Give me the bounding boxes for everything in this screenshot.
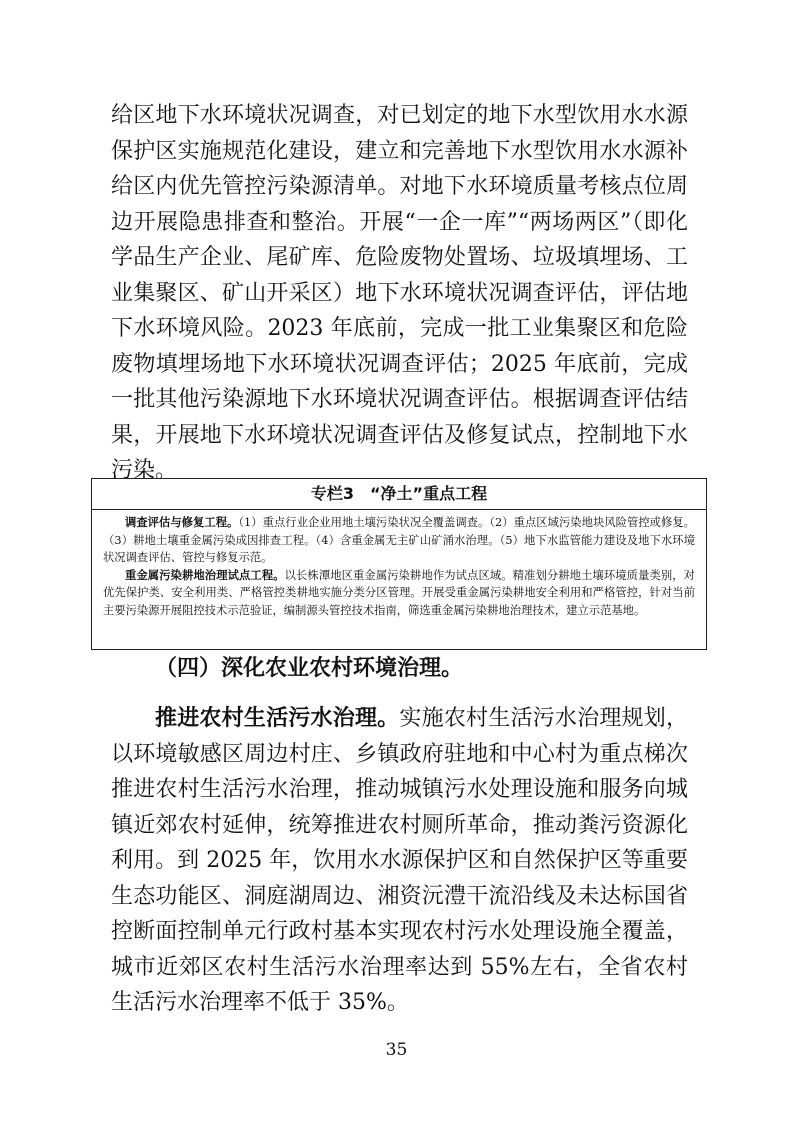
box-item-text: 以长株潭地区重金属污染耕地作为试点区域。精准划分耕地土壤环境质量类别，对优先保护类、安全利用类、严格管控类耕地实施分类分区管理。开展受重金属污染耕地安全利用和严格管控，针对当前主要污染源开展阻控技术示范验证，编制源头管控技术指南，筛选重金属污染耕地治理技术，建立示范基地。 <box>103 568 695 617</box>
box-item-text: （1）重点行业企业用地土壤污染状况全覆盖调查。（2）重点区域污染地块风险管控或修复。（3）耕地土壤重金属污染成因排查工程。（4）含重金属无主矿山矿涌水治理。（5）地下水监管能力建设及地下水环境状况调查评估、管控与修复示范。 <box>103 516 695 565</box>
box-item-heavy-metal <box>103 567 695 620</box>
box-title: 专栏3 “净土”重点工程 <box>92 479 706 510</box>
paragraph-keyword: 推进农村生活污水治理。 <box>155 705 400 731</box>
page-number: 35 <box>385 1040 408 1060</box>
box-item-keyword: 重金属污染耕地治理试点工程。 <box>125 567 285 582</box>
body-paragraph: 给区地下水环境状况调查，对已划定的地下水型饮用水水源保护区实施规范化建设，建立和完善地下水型饮用水水源补给区内优先管控污染源清单。对地下水环境质量考核点位周边开展隐患排查和整治。开展“一企一库”“两场两区”（即化学品生产企业、尾矿库、危险废物处置场、垃圾填埋场、工业集聚区、矿山开采区）地下水环境状况调查评估，评估地下水环境风险。2023 年底前，完成一批工业集聚区和危险废物填埋场地下水环境状况调查评估；2025 年底前，完成一批其他污染源地下水环境状况调查评估。根据调查评估结果，开展地下水环境状况调查评估及修复试点，控制地下水污染。 <box>111 103 688 483</box>
special-column-box <box>91 478 707 650</box>
box-item-keyword: 调查评估与修复工程。 <box>125 515 239 529</box>
paragraph-text: 实施农村生活污水治理规划，以环境敏感区周边村庄、乡镇政府驻地和中心村为重点梯次推进农村生活污水治理，推动城镇污水处理设施和服务向城镇近郊农村延伸，统筹推进农村厕所革命，推动粪污资源化利用。到 2025 年，饮用水水源保护区和自然保护区等重要生态功能区、洞庭湖周边、湘资沅澧干流沿线及未达标国省控断面控制单元行政村基本实现农村污水处理设施全覆盖，城市近郊区农村生活污水治理率达到 55%左右，全省农村生活污水治理率不低于 35%。 <box>111 706 688 1015</box>
box-item-investigation <box>103 514 695 567</box>
body-paragraph-rural-sewage <box>111 701 688 1021</box>
box-body <box>92 510 706 620</box>
section-heading: （四）深化农业农村环境治理。 <box>155 655 464 681</box>
